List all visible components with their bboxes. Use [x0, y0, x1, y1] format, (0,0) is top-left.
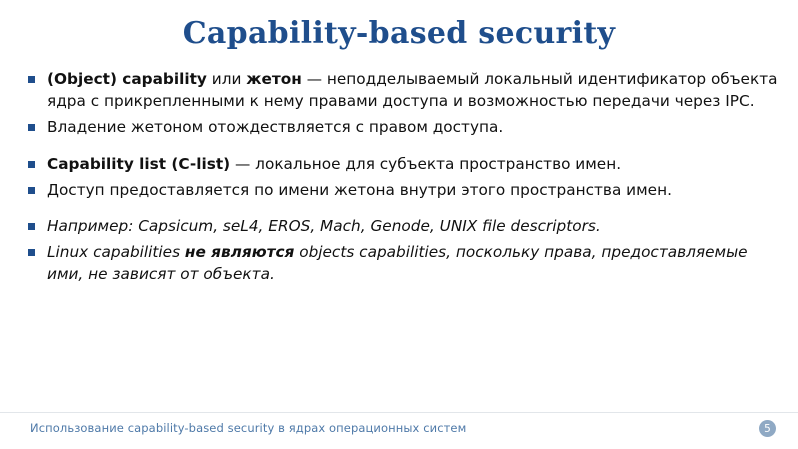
bullet-text — [47, 68, 780, 112]
footer-divider — [0, 412, 798, 413]
list-item — [28, 215, 780, 237]
bullet-text-part: Владение жетоном отождествляется с правом доступа. — [47, 118, 504, 137]
bullet-text-part: жетон — [246, 70, 302, 88]
bullet-text-part: или — [206, 70, 247, 88]
footer-text: Использование capability-based security в ядрах операционных систем — [30, 421, 467, 435]
bullet-marker-icon — [28, 161, 35, 168]
list-item — [28, 116, 780, 138]
bullet-text — [47, 153, 780, 175]
bullet-text — [47, 215, 780, 237]
bullet-text — [47, 241, 780, 285]
list-item — [28, 68, 780, 112]
page-title: Capability-based security — [182, 16, 616, 51]
bullet-text — [47, 116, 780, 138]
bullet-group-clist — [28, 153, 780, 201]
bullet-text-part: не являются — [184, 243, 295, 262]
bullet-group-capability — [28, 68, 780, 139]
bullet-text-part: objects capabilities, поскольку права, предоставляемые ими, не зависят от объекта. — [47, 243, 748, 284]
bullet-marker-icon — [28, 76, 35, 83]
list-item — [28, 179, 780, 201]
bullet-group-examples — [28, 215, 780, 286]
list-item — [28, 241, 780, 285]
bullet-marker-icon — [28, 187, 35, 194]
bullet-text-part: Linux capabilities — [47, 243, 185, 262]
bullet-text-part: Capability list (C-list) — [47, 154, 231, 173]
bullet-text-part: — локальное для субъекта пространство имен. — [230, 154, 622, 173]
bullet-text-part: — неподделываемый локальный идентификатор объекта ядра с прикрепленными к нему правами доступа и возможностью передачи через IPC. — [47, 70, 778, 111]
bullet-text-part: (Object) capability — [47, 70, 207, 88]
slide-content — [28, 68, 780, 299]
bullet-text-part: Доступ предоставляется по имени жетона внутри этого пространства имен. — [47, 180, 672, 199]
bullet-text-part: Например: Capsicum, seL4, EROS, Mach, Genode, UNIX file descriptors. — [47, 216, 601, 235]
page-number-badge: 5 — [759, 420, 776, 437]
bullet-text — [47, 179, 780, 201]
bullet-marker-icon — [28, 124, 35, 131]
list-item — [28, 153, 780, 175]
bullet-marker-icon — [28, 223, 35, 230]
bullet-marker-icon — [28, 249, 35, 256]
